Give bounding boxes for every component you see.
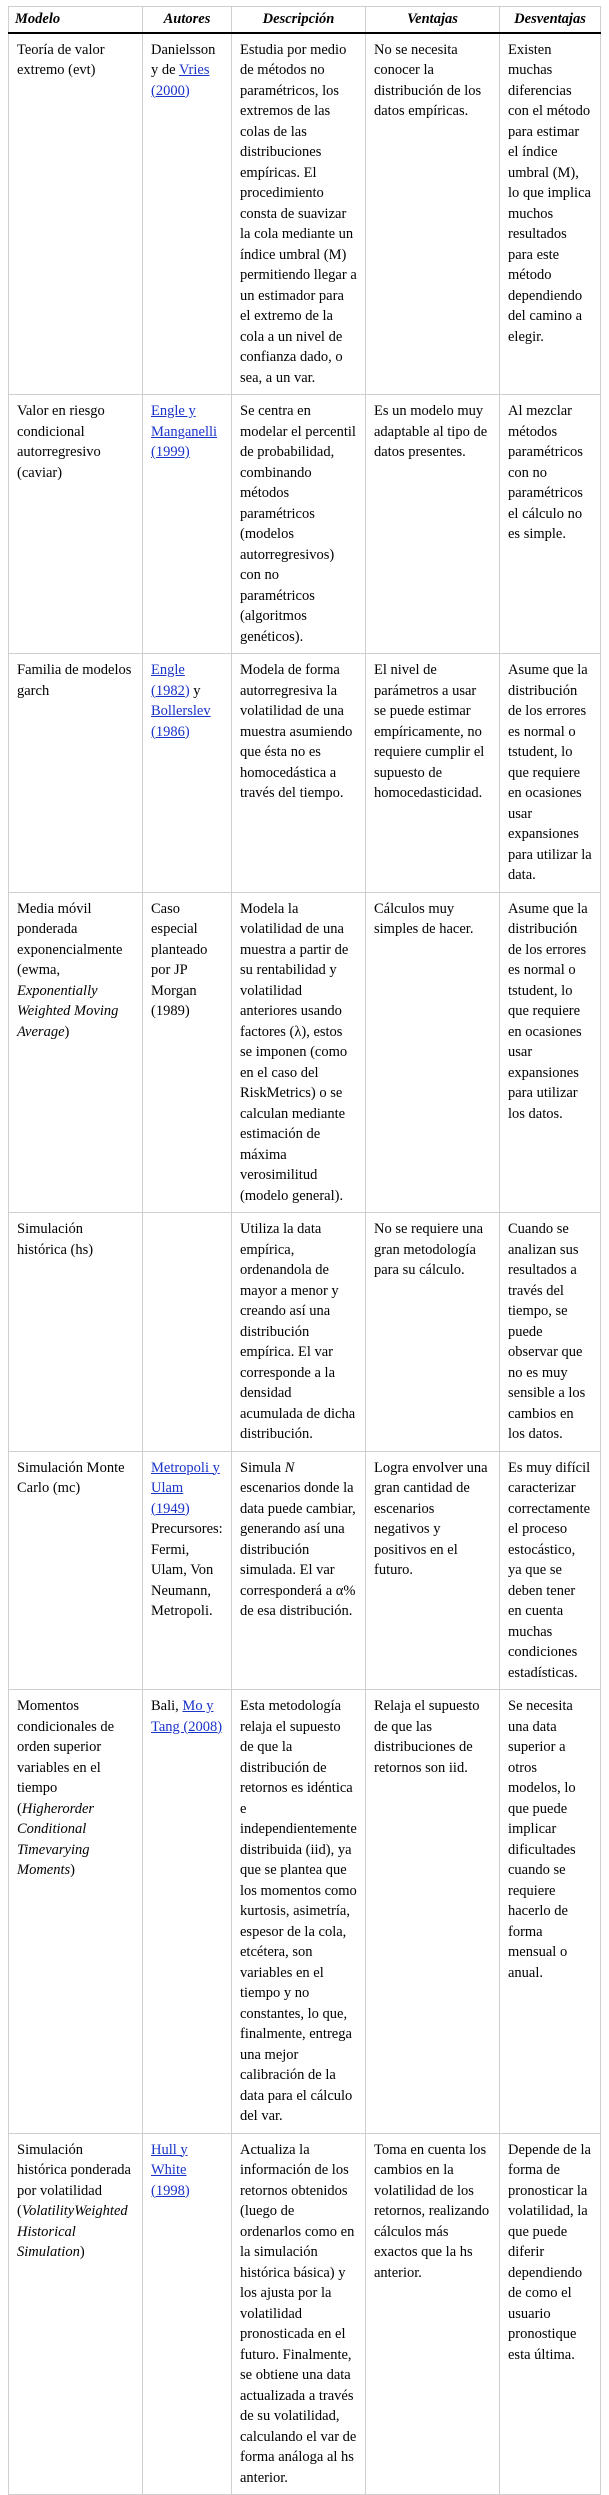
text-fragment: Danielsson y de — [151, 41, 216, 78]
cell-autores — [143, 1690, 232, 2134]
table-row — [9, 395, 601, 654]
text-fragment: Simula — [240, 1459, 285, 1476]
cell-desventajas: Es muy difícil caracterizar correctamente el proceso estocástico, ya que se deben tener en cuenta muchas condiciones estadísticas. — [500, 1451, 601, 1690]
cell-descripcion: Esta metodología relaja el supuesto de que la distribución de retornos es idéntica e independientemente distribuida (iid), ya que se plantea que los momentos como kurtosis, asimetría, espesor de la cola, etcétera, son variables en el tiempo y no constantes, lo que, finalmente, entrega una mejor calibración de la data para el cálculo del var. — [232, 1690, 366, 2134]
header-row — [9, 7, 601, 33]
italic-text: N — [284, 1459, 295, 1476]
cell-modelo — [9, 1451, 143, 1690]
models-table — [8, 6, 601, 2495]
cell-desventajas: Se necesita una data superior a otros modelos, lo que puede implicar dificultades cuando se requiere hacerlo de forma mensual o anual. — [500, 1690, 601, 2134]
text-fragment: Momentos condicionales de orden superior variables en el tiempo ( — [17, 1698, 115, 1817]
cell-ventajas: No se necesita conocer la distribución de los datos empíricas. — [366, 33, 500, 395]
cell-desventajas: Existen muchas diferencias con el método para estimar el índice umbral (M), lo que implica muchos resultados para este método dependiendo del camino a elegir. — [500, 33, 601, 395]
cell-autores — [143, 2133, 232, 2495]
cell-modelo — [9, 395, 143, 654]
header-desventajas: Desventajas — [500, 7, 601, 33]
text-fragment: Simulación histórica (hs) — [17, 1221, 94, 1258]
table-row — [9, 1451, 601, 1690]
cell-autores — [143, 1451, 232, 1690]
cell-ventajas: Logra envolver una gran cantidad de escenarios negativos y positivos en el futuro. — [366, 1451, 500, 1690]
cell-ventajas: No se requiere una gran metodología para su cálculo. — [366, 1213, 500, 1452]
text-fragment: ) — [64, 1023, 70, 1040]
cell-autores — [143, 1213, 232, 1452]
reference-link[interactable]: Engle y Manganelli (1999) — [151, 403, 218, 460]
reference-link[interactable]: Bollerslev (1986) — [151, 703, 211, 740]
cell-autores — [143, 395, 232, 654]
cell-desventajas: Cuando se analizan sus resultados a través del tiempo, se puede observar que no es muy sensible a los cambios en los datos. — [500, 1213, 601, 1452]
italic-text: Higherorder Conditional Timevarying Moments — [17, 1800, 95, 1878]
cell-ventajas: Toma en cuenta los cambios en la volatilidad de los retornos, realizando cálculos más exactos que la hs anterior. — [366, 2133, 500, 2495]
cell-ventajas: Es un modelo muy adaptable al tipo de datos presentes. — [366, 395, 500, 654]
header-modelo: Modelo — [9, 7, 143, 33]
table-body — [9, 33, 601, 2495]
reference-link[interactable]: Engle (1982) — [151, 662, 190, 699]
cell-descripcion: Utiliza la data empírica, ordenandola de mayor a menor y creando así una distribución empírica. El var corresponde a la densidad acumulada de dicha distribución. — [232, 1213, 366, 1452]
italic-text: Exponentially Weighted Moving Average — [17, 982, 119, 1040]
table-row — [9, 2133, 601, 2495]
text-fragment: ) — [70, 1862, 76, 1878]
cell-modelo — [9, 2133, 143, 2495]
cell-modelo — [9, 892, 143, 1213]
table-row — [9, 1690, 601, 2134]
text-fragment: Simulación histórica ponderada por volatilidad ( — [17, 2141, 131, 2219]
text-fragment: Familia de modelos garch — [17, 662, 132, 699]
cell-autores — [143, 33, 232, 395]
text-fragment: Valor en riesgo condicional autorregresivo (caviar) — [17, 403, 105, 481]
cell-desventajas: Depende de la forma de pronosticar la volatilidad, la que puede diferir dependiendo de como el usuario pronostique esta última. — [500, 2133, 601, 2495]
cell-modelo — [9, 33, 143, 395]
cell-descripcion: Estudia por medio de métodos no paramétricos, los extremos de las colas de las distribuciones empíricas. El procedimiento consta de suavizar la cola mediante un índice umbral (M) permitiendo llegar a un estimador para el extremo de la cola a un nivel de confianza dado, o sea, a un var. — [232, 33, 366, 395]
header-ventajas: Ventajas — [366, 7, 500, 33]
header-descripcion: Descripción — [232, 7, 366, 33]
cell-descripcion: Modela de forma autorregresiva la volatilidad de una muestra asumiendo que ésta no es homocedástica a través del tiempo. — [232, 654, 366, 893]
cell-desventajas: Asume que la distribución de los errores es normal o tstudent, lo que requiere en ocasiones usar expansiones para utilizar la data. — [500, 654, 601, 893]
text-fragment: Bali, — [151, 1698, 183, 1714]
cell-descripcion: Modela la volatilidad de una muestra a partir de su rentabilidad y volatilidad anteriores usando factores (λ), estos se imponen (como en el caso del RiskMetrics) o se calculan mediante estimación de máxima verosimilitud (modelo general). — [232, 892, 366, 1213]
reference-link[interactable]: Hull y White (1998) — [151, 2141, 190, 2199]
text-fragment: Caso especial planteado por JP Morgan (1989) — [151, 900, 208, 1019]
reference-link[interactable]: Mo y Tang (2008) — [151, 1698, 223, 1735]
table-row — [9, 1213, 601, 1452]
italic-text: VolatilityWeighted Historical Simulation — [17, 2203, 128, 2260]
text-fragment: Precursores: Fermi, Ulam, Von Neumann, Metropoli. — [151, 1521, 223, 1619]
cell-modelo — [9, 1690, 143, 2134]
text-fragment: Media móvil ponderada exponencialmente (ewma, — [17, 900, 123, 978]
cell-desventajas: Asume que la distribución de los errores es normal o tstudent, lo que requiere en ocasiones usar expansiones para utilizar los datos. — [500, 892, 601, 1213]
cell-autores — [143, 654, 232, 893]
text-fragment: Teoría de valor extremo (evt) — [17, 41, 105, 78]
cell-modelo — [9, 654, 143, 893]
table-row — [9, 33, 601, 395]
cell-ventajas: El nivel de parámetros a usar se puede estimar empíricamente, no requiere cumplir el supuesto de homocedasticidad. — [366, 654, 500, 893]
cell-autores — [143, 892, 232, 1213]
cell-desventajas: Al mezclar métodos paramétricos con no paramétricos el cálculo no es simple. — [500, 395, 601, 654]
cell-descripcion — [232, 1451, 366, 1690]
header-autores: Autores — [143, 7, 232, 33]
cell-ventajas: Cálculos muy simples de hacer. — [366, 892, 500, 1213]
text-fragment: Simulación Monte Carlo (mc) — [17, 1459, 125, 1496]
table-row — [9, 892, 601, 1213]
reference-link[interactable]: Metropoli y Ulam (1949) — [151, 1459, 220, 1517]
text-fragment: y — [189, 682, 201, 699]
cell-descripcion: Actualiza la información de los retornos obtenidos (luego de ordenarlos como en la simulación histórica básica) y los ajusta por la volatilidad pronosticada en el futuro. Finalmente, se obtiene una data actualizada a través de su volatilidad, calculando el var de forma análoga al hs anterior. — [232, 2133, 366, 2495]
reference-link[interactable]: Vries (2000) — [151, 62, 210, 99]
text-fragment: ) — [79, 2244, 85, 2260]
text-fragment: escenarios donde la data puede cambiar, generando así una distribución simulada. El var corresponderá a α% de esa distribución. — [240, 1480, 356, 1619]
cell-ventajas: Relaja el supuesto de que las distribuciones de retornos son iid. — [366, 1690, 500, 2134]
table-row — [9, 654, 601, 893]
cell-modelo — [9, 1213, 143, 1452]
cell-descripcion: Se centra en modelar el percentil de probabilidad, combinando métodos paramétricos (modelos autorregresivos) con no paramétricos (algoritmos genéticos). — [232, 395, 366, 654]
